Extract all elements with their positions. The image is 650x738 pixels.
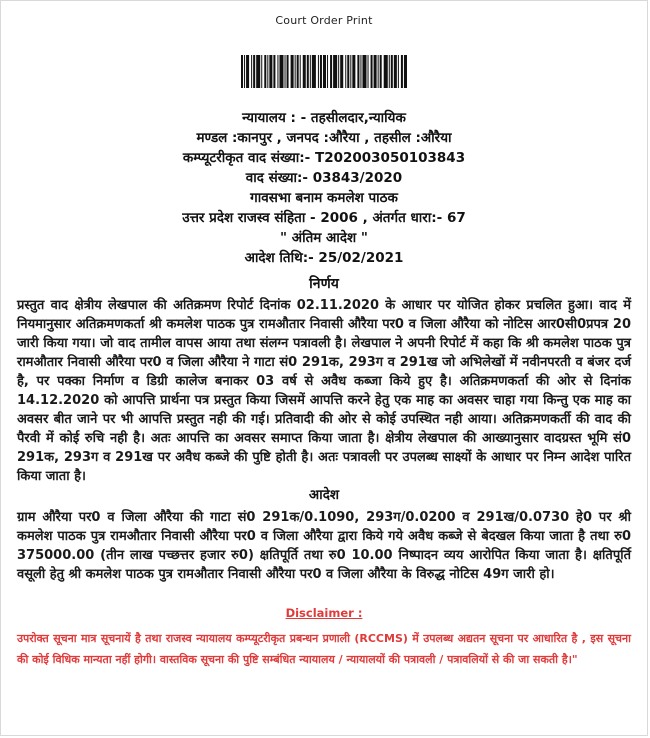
district-line: मण्डल :कानपुर , जनपद :औरैया , तहसील :औरैया <box>196 130 452 146</box>
decision-heading: निर्णय <box>309 276 339 292</box>
disclaimer-heading: Disclaimer : <box>285 606 363 620</box>
parties-line: गावसभा बनाम कमलेश पाठक <box>250 190 398 206</box>
page-title: Court Order Print <box>275 14 373 27</box>
barcode-image <box>241 55 408 88</box>
decision-paragraph: प्रस्तुत वाद क्षेत्रीय लेखपाल की अतिक्रमण रिपोर्ट दिनांक 02.11.2020 के आधार पर योजित होकर प्रचलित हुआ। वाद में नियमानुसार अतिक्रमणकर्ता श्री कमलेश पाठक पुत्र रामऔतार निवासी औरैया पर0 व जिला औरैया को नोटिस आर0सी0प्रपत्र 20 जारी किया गया। जो वाद तामील वापस आया तथा संलग्न पत्रावली है। लेखपाल ने अपनी रिपोर्ट में कहा कि श्री कमलेश पाठक पुत्र रामऔतार निवासी औरैया पर0 व जिला औरैया ने गाटा सं0 291क, 293ग व 291ख जो अभिलेखों में नवीनपरती व बंजर दर्ज है, पर पक्का निर्माण व डिग्री कालेज बनाकर 03 वर्ष से अवैध कब्जा किये हुए है। अतिक्रमणकर्ता की ओर से दिनांक 14.12.2020 को आपत्ति प्रार्थना पत्र प्रस्तुत किया जिसमें आपत्ति करने हेतु एक माह का अवसर चाहा गया किन्तु एक माह का अवसर बीत जाने पर भी आपत्ति प्रस्तुत नही की गई। प्रतिवादी की ओर से कोई उपस्थित नही आया। अतिक्रमणकर्ती की वाद की पैरवी में कोई रुचि नही है। अतः आपत्ति का अवसर समाप्त किया जाता है। क्षेत्रीय लेखपाल की आख्यानुसार वादग्रस्त भूमि सं0 291क, 293ग व 291ख पर अवैध कब्जे की पुष्टि होती है। अतः पत्रावली पर उपलब्ध साक्ष्यों के आधार पर निम्न आदेश पारित किया जाता है। <box>17 298 631 484</box>
case-number-line: वाद संख्या:- 03843/2020 <box>245 170 403 186</box>
disclaimer-paragraph: उपरोक्त सूचना मात्र सूचनायें है तथा राजस्व न्यायालय कम्प्यूटरीकृत प्रबन्धन प्रणाली (RCCMS) में उपलब्ध अद्यतन सूचना पर आधारित है , इस सूचना की कोई विधिक मान्यता नहीं होगी। वास्तविक सूचना की पुष्टि सम्बंधित न्यायालय / न्यायालयों की पत्रावली / पत्रावलियों से की जा सकती है।" <box>17 632 631 666</box>
act-section-line: उत्तर प्रदेश राजस्व संहिता - 2006 , अंतर्गत धारा:- 67 <box>182 210 466 226</box>
case-header <box>1 108 647 268</box>
computerized-case-number-line: कम्प्यूटरीकृत वाद संख्या:- T202003050103843 <box>182 150 466 166</box>
order-date-line: आदेश तिथि:- 25/02/2021 <box>244 250 404 266</box>
court-name-line: न्यायालय : - तहसीलदार,न्यायिक <box>242 110 406 126</box>
barcode <box>1 55 647 88</box>
order-heading: आदेश <box>308 487 340 503</box>
final-order-label: " अंतिम आदेश " <box>280 230 368 246</box>
order-paragraph: ग्राम औरैया पर0 व जिला औरैया की गाटा सं0 291क/0.1090, 293ग/0.0200 व 291ख/0.0730 हे0 पर श्री कमलेश पाठक पुत्र रामऔतार निवासी औरैया पर0 व जिला औरैया द्वारा किये गये अवैध कब्जे से बेदखल किया जाता है तथा रु0 375000.00 (तीन लाख पच्छत्तर हजार रु0) क्षतिपूर्ति तथा रु0 10.00 निष्पादन व्यय आरोपित किया जाता है। क्षतिपूर्ति वसूली हेतु श्री कमलेश पाठक पुत्र रामऔतार निवासी औरैया पर0 व जिला औरैया के विरुद्ध नोटिस 49ग जारी हो। <box>17 510 631 582</box>
